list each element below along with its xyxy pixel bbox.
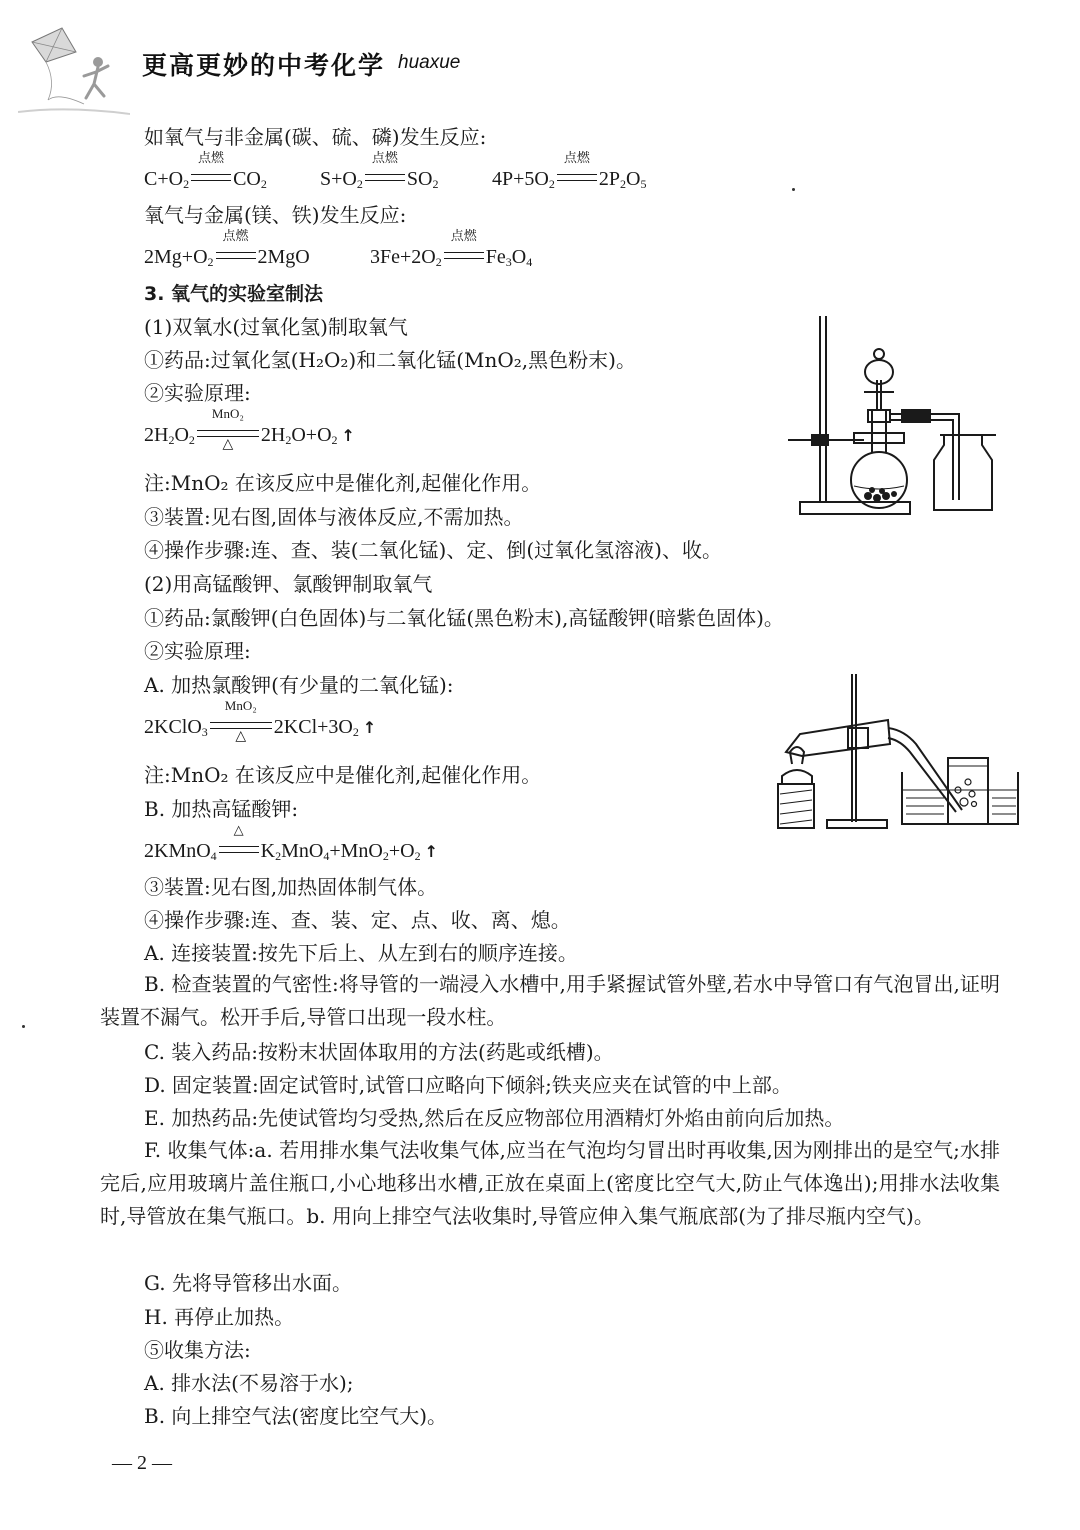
condition-label: 点燃 [222, 228, 249, 243]
text-line: ①药品:过氧化氢(H₂O₂)和二氧化锰(MnO₂,黑色粉末)。 [144, 348, 636, 372]
text-line: 注:MnO₂ 在该反应中是催化剂,起催化作用。 [144, 763, 542, 787]
condition-label: 点燃 [198, 150, 225, 165]
heat-symbol: △ [235, 729, 247, 744]
text-line: ①药品:氯酸钾(白色固体)与二氧化锰(黑色粉末),高锰酸钾(暗紫色固体)。 [144, 606, 784, 630]
apparatus-h2o2-figure [784, 310, 1009, 525]
kite-runner-icon [18, 22, 130, 117]
condition-label: MnO₂ [211, 406, 244, 421]
paragraph: F. 收集气体:a. 若用排水集气法收集气体,应当在气泡均匀冒出时再收集,因为刚排出的是空气;水排完后,应用玻璃片盖住瓶口,小心地移出水槽,正放在桌面上(密度比空气大,防止气体逸出);用排水法收集时,导管放在集气瓶口。b. 用向上排空气法收集时,导管应伸入集气瓶底部(为了排尽瓶内空气)。 [100, 1138, 1000, 1228]
heat-symbol: △ [233, 822, 244, 837]
text-line: H. 再停止加热。 [144, 1305, 295, 1329]
text-line: ②实验原理: [144, 381, 251, 405]
condition-label: 点燃 [450, 228, 477, 243]
text-line: ⑤收集方法: [144, 1338, 251, 1362]
text-line: 如氧气与非金属(碳、硫、磷)发生反应: [144, 125, 487, 149]
equation-carbon: $C+O_2$ 点燃 $CO_2$ [144, 150, 267, 191]
section-heading: 3. 氧气的实验室制法 [144, 283, 324, 305]
equation-h2o2: $2H_2O_2$ MnO₂ △ $2H_2O+O_2$ ↑ [144, 406, 355, 452]
equation-sulfur: $S+O_2$ 点燃 $SO_2$ [320, 150, 439, 191]
text-line: ③装置:见右图,固体与液体反应,不需加热。 [144, 505, 524, 529]
text-line: B. 加热高锰酸钾: [144, 797, 299, 821]
text-line: 氧气与金属(镁、铁)发生反应: [144, 203, 407, 227]
text-line: A. 排水法(不易溶于水); [144, 1371, 354, 1395]
book-subtitle: huaxue [398, 52, 461, 73]
apparatus-kmno4-figure [772, 672, 1024, 832]
text-line: D. 固定装置:固定试管时,试管口应略向下倾斜;铁夹应夹在试管的中上部。 [144, 1073, 792, 1097]
text-line: B. 向上排空气法(密度比空气大)。 [144, 1404, 448, 1428]
paragraph: B. 检查装置的气密性:将导管的一端浸入水槽中,用手紧握试管外壁,若水中导管口有气泡冒出,证明装置不漏气。松开手后,导管口出现一段水柱。 [100, 972, 1000, 1029]
text-line: ④操作步骤:连、查、装、定、点、收、离、熄。 [144, 908, 571, 932]
text-line: E. 加热药品:先使试管均匀受热,然后在反应物部位用酒精灯外焰由前向后加热。 [144, 1106, 845, 1130]
text-line: (2)用高锰酸钾、氯酸钾制取氧气 [144, 572, 433, 596]
equation-kmno4: 2KMnO$_4$ △ $K_2MnO_4+MnO_2+O_2$ ↑ [144, 822, 439, 863]
text-line: A. 加热氯酸钾(有少量的二氧化锰): [144, 673, 454, 697]
condition-label: MnO₂ [224, 698, 257, 713]
equation-kclo3: 2KClO$_3$ MnO₂ △ $2KCl+3O_2$ ↑ [144, 698, 377, 744]
text-line: A. 连接装置:按先下后上、从左到右的顺序连接。 [144, 941, 578, 965]
text-line: G. 先将导管移出水面。 [144, 1271, 352, 1295]
text-line: ③装置:见右图,加热固体制气体。 [144, 875, 438, 899]
text-line: ②实验原理: [144, 639, 251, 663]
condition-label: 点燃 [371, 150, 398, 165]
text-line: (1)双氧水(过氧化氢)制取氧气 [144, 315, 408, 339]
page-number: — 2 — [112, 1452, 172, 1474]
text-line: ④操作步骤:连、查、装(二氧化锰)、定、倒(过氧化氢溶液)、收。 [144, 538, 722, 562]
speck [792, 188, 795, 191]
speck [22, 1025, 25, 1028]
text-line: C. 装入药品:按粉末状固体取用的方法(药匙或纸槽)。 [144, 1040, 614, 1064]
heat-symbol: △ [222, 437, 234, 452]
condition-label: 点燃 [563, 150, 590, 165]
text-line: 注:MnO₂ 在该反应中是催化剂,起催化作用。 [144, 471, 542, 495]
equation-iron: $3Fe+2O_2$ 点燃 $Fe_3O_4$ [370, 228, 533, 269]
equation-magnesium: $2Mg+O_2$ 点燃 2MgO [144, 228, 310, 269]
equation-phosphorus: $4P+5O_2$ 点燃 $2P_2O_5$ [492, 150, 647, 191]
book-title: 更高更妙的中考化学 [142, 51, 386, 80]
